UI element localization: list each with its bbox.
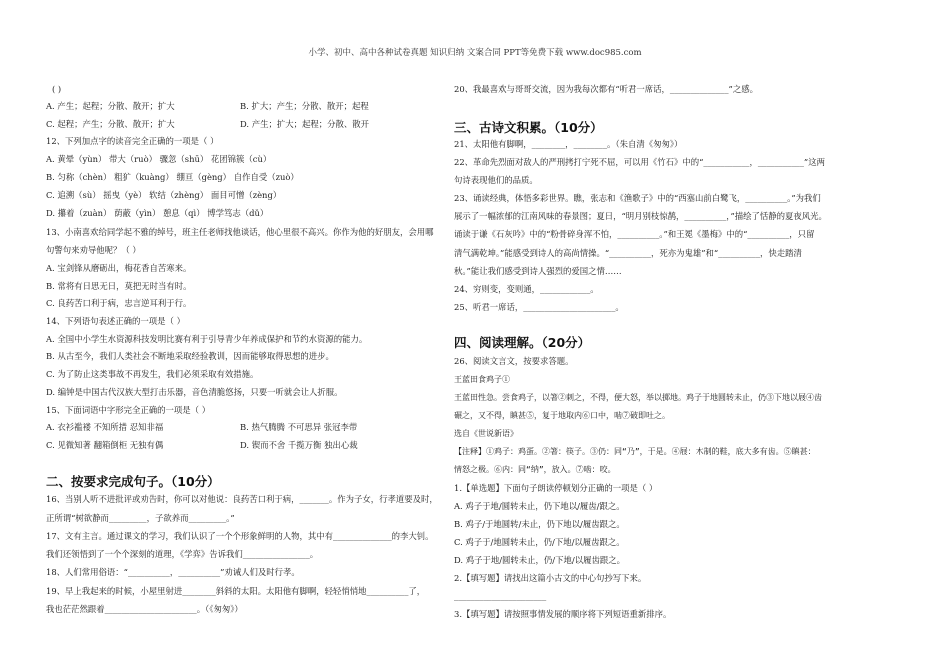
q25: 25、听君一席话，______________________。	[454, 302, 624, 312]
q19-line1: 19、早上我起来的时候，小屋里射进________斜斜的太阳。太阳他有脚啊，轻轻悄悄地__________了，	[46, 586, 426, 596]
q26-stem: 26、阅读文言文，按要求答题。	[454, 356, 574, 366]
q21: 21、太阳他有脚啊，________，________。（朱自清《匆匆》）	[454, 139, 683, 149]
q15-option-a: A. 衣衫褴褛 不知所措 忍知非福	[46, 422, 164, 432]
q14-option-d: D. 编钟是中国古代汉族大型打击乐器，音色清脆悠扬，只要一听就会让人折服。	[46, 387, 343, 397]
q13-stem-cont: 句警句来劝导他呢？（ ）	[46, 245, 141, 255]
q23-line3: 诵读于谦《石灰吟》中的“粉骨碎身浑不怕，__________。”和王冕《墨梅》中的“__________，只留	[454, 229, 815, 239]
q11-option-a: A. 产生；起程；分散、散开；扩大	[46, 101, 175, 111]
q18: 18、人们常用俗语：“__________，__________”劝诫人们及时行孝。	[46, 567, 300, 577]
sub-q2-answer-blank: ______________________	[454, 591, 547, 601]
q23-line2: 展示了一幅浓郁的江南风味的春景图；夏日，“明月别枝惊鹊，__________，”描绘了恬静的夏夜风光。	[454, 211, 827, 221]
q23-line5: 秋。”能让我们感受到诗人强烈的爱国之情……	[454, 266, 622, 276]
q19-line2: 我也茫茫然跟着______________________。（《匆匆》）	[46, 604, 243, 614]
q12-option-b: B. 匀称（chèn） 粗犷（kuàng） 绷亘（gèng） 自作自受（zuò）	[46, 172, 299, 182]
q23-line1: 23、诵读经典，体悟多彩世界。瞧，张志和《渔歌子》中的“西塞山前白鹭飞，__________。”为我们	[454, 193, 821, 203]
q13-stem: 13、小南喜欢给同学起不雅的绰号，班主任老师找他谈话，他心里很不高兴。你作为他的好朋友，会用哪	[46, 227, 434, 237]
q14-option-b: B. 从古至今，我们人类社会不断地采取经验教训，因而能够取得思想的进步。	[46, 351, 334, 361]
sub-q1-option-d: D. 鸡子于地/圆转未止，仍/下地/以履齿跟之。	[454, 555, 625, 565]
q11-option-b: B. 扩大；产生；分散、散开；起程	[240, 101, 369, 111]
passage-line1: 王蓝田性急。尝食鸡子，以箸②刺之，不得，便大怒，举以掷地。鸡子于地圆转未止，仍③下地以屐④齿	[454, 393, 822, 402]
q17-line1: 17、文有主言。通过课文的学习，我们认识了一个个形象鲜明的人物，其中有______________的李大钊。	[46, 531, 434, 541]
q11-blank: ( )	[52, 84, 62, 94]
section-3-title: 三、古诗文积累。（10分）	[454, 120, 603, 135]
page-header: 小学、初中、高中各种试卷真题 知识归纳 文案合同 PPT等免费下载 www.doc985.com	[308, 48, 642, 58]
q12-stem: 12、下列加点字的读音完全正确的一项是（ ）	[46, 136, 219, 146]
sub-q1-option-a: A. 鸡子于地/圆转未止，仍下地以/履齿/跟之。	[454, 501, 625, 511]
q13-option-b: B. 常将有日思无日，莫把无时当有时。	[46, 281, 192, 291]
q22-line2: 句诗表现他们的品质。	[454, 175, 538, 185]
notes-line1: 【注释】①鸡子：鸡蛋。②箸：筷子。③仍：同“乃”，于是。④屐：木制的鞋，底大多有齿。⑤瞋甚：	[454, 447, 816, 456]
sub-q1-stem: 1.【单选题】下面句子朗读停顿划分正确的一项是（ ）	[454, 483, 658, 493]
q24: 24、穷则变，变则通，____________。	[454, 284, 599, 294]
q13-option-c: C. 良药苦口利于病，忠言逆耳利于行。	[46, 298, 192, 308]
q12-option-a: A. 黄晕（yùn） 带大（ruò） 骤忽（shū） 花团锦簇（cù）	[46, 154, 272, 164]
q12-option-d: D. 攥着（zuàn） 荫蔽（yìn） 憩息（qì） 博学笃志（dǔ）	[46, 208, 269, 218]
passage-title: 王蓝田食鸡子①	[454, 375, 510, 384]
q14-option-a: A. 全国中小学生水资源科技发明比赛有利于引导青少年养成保护和节约水资源的能力。	[46, 334, 368, 344]
sub-q2-stem: 2.【填写题】请找出这篇小古文的中心句抄写下来。	[454, 573, 647, 583]
q13-option-a: A. 宝剑锋从磨砺出，梅花香自苦寒来。	[46, 263, 192, 273]
q16-line2: 正所谓“树欲静而_________，子欲养而_________。”	[46, 513, 235, 523]
q16-line1: 16、当别人听不进批评或劝告时，你可以对他说：良药苦口利于病，_______。作为子女，行孝道要及时，	[46, 494, 438, 504]
q17-line2: 我们还领悟到了一个个深刻的道理，《学弈》告诉我们________________。	[46, 549, 319, 559]
q15-option-c: C. 见微知著 翻箱倒柜 无独有偶	[46, 440, 164, 450]
q14-stem: 14、下列语句表述正确的一项是（ ）	[46, 316, 185, 326]
q12-option-c: C. 追溯（sù） 摇曳（yè） 软结（zhèng） 面目可憎（zèng）	[46, 190, 282, 200]
q15-stem: 15、下面词语中字形完全正确的一项是（ ）	[46, 405, 211, 415]
sub-q3-stem: 3.【填写题】请按照事情发展的顺序将下列短语重新排序。	[454, 609, 672, 619]
sub-q1-option-c: C. 鸡子于/地圆转未止，仍/下地/以履齿跟之。	[454, 537, 625, 547]
q20: 20、我最喜欢与哥哥交流，因为我每次都有“听君一席话，______________”之感。	[454, 84, 758, 94]
q11-option-d: D. 产生；扩大；起程；分散、散开	[240, 119, 369, 129]
q15-option-b: B. 热气腾腾 不可思异 张冠李带	[240, 422, 358, 432]
passage-line2: 碾之，又不得，瞋甚⑤，复于地取内⑥口中，啮⑦破即吐之。	[454, 411, 670, 420]
q15-option-d: D. 锲而不舍 千揽万衡 独出心裁	[240, 440, 358, 450]
notes-line2: 情怒之极。⑥内：同“纳”，放入。⑦啮：咬。	[454, 465, 616, 474]
section-2-title: 二、按要求完成句子。（10分）	[46, 474, 220, 489]
q23-line4: 清气满乾坤。”能感受到诗人的高尚情操。“__________，死亦为鬼雄”和“__________，快走踏清	[454, 248, 802, 258]
q11-option-c: C. 起程；产生；分散、散开；扩大	[46, 119, 175, 129]
passage-source: 选自《世说新语》	[454, 429, 518, 438]
section-4-title: 四、阅读理解。（20分）	[454, 335, 591, 350]
sub-q1-option-b: B. 鸡子/于地圆转/未止，仍下地以/履齿跟之。	[454, 519, 625, 529]
q22-line1: 22、革命先烈面对敌人的严刑拷打宁死不屈，可以用《竹石》中的“___________，___________”这两	[454, 157, 825, 167]
q14-option-c: C. 为了防止这类事故不再发生，我们必须采取有效措施。	[46, 369, 259, 379]
